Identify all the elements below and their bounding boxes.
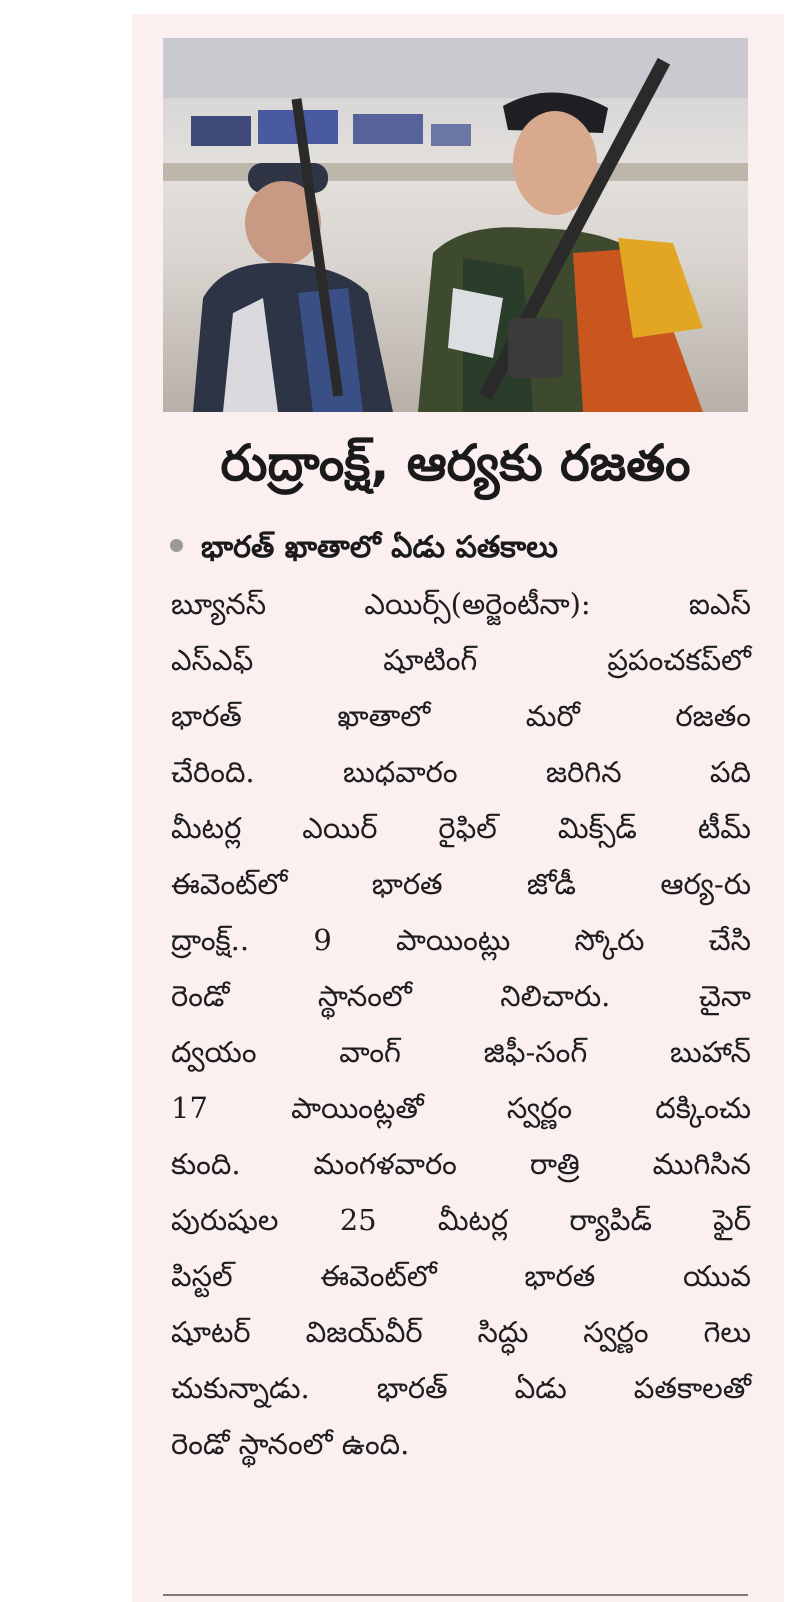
body-line: రెండో స్థానంలో ఉంది. bbox=[171, 1427, 410, 1461]
subheading bbox=[170, 526, 750, 570]
bullet-icon bbox=[170, 539, 183, 552]
headline: రుద్రాంక్ష్, ఆర్యకు రజతం bbox=[220, 434, 691, 492]
body-line: ద్రాంక్ష్.. 9 పాయింట్లు స్కోరు చేసి bbox=[171, 923, 751, 957]
body-line: చేరింది. బుధవారం జరిగిన పది bbox=[171, 755, 751, 789]
body-line: ఎస్ఎఫ్ షూటింగ్ ప్రపంచకప్‌లో bbox=[171, 643, 751, 677]
body-line: భారత్ ఖాతాలో మరో రజతం bbox=[171, 699, 751, 733]
bottom-divider bbox=[163, 1594, 748, 1596]
body-line: రెండో స్థానంలో నిలిచారు. చైనా bbox=[171, 979, 751, 1013]
subheading-text: భారత్ ఖాతాలో ఏడు పతకాలు bbox=[201, 530, 558, 565]
body-line: ద్వయం వాంగ్ జిఫీ-సంగ్ బుహాన్ bbox=[171, 1035, 751, 1069]
body-line: పురుషుల 25 మీటర్ల ర్యాపిడ్ ఫైర్ bbox=[171, 1203, 751, 1237]
body-line: 17 పాయింట్లతో స్వర్ణం దక్కించు bbox=[171, 1091, 751, 1125]
body-line: చుకున్నాడు. భారత్ ఏడు పతకాలతో bbox=[171, 1371, 751, 1405]
article-photo bbox=[163, 38, 748, 412]
body-line: మీటర్ల ఎయిర్ రైఫిల్ మిక్స్‌డ్ టీమ్ bbox=[171, 811, 751, 845]
body-line: పిస్టల్ ఈవెంట్‌లో భారత యువ bbox=[171, 1259, 751, 1293]
body-line: కుంది. మంగళవారం రాత్రి ముగిసిన bbox=[171, 1147, 751, 1181]
body-line: షూటర్ విజయ్‌వీర్ సిద్ధు స్వర్ణం గెలు bbox=[171, 1315, 751, 1349]
body-line: ఈవెంట్‌లో భారత జోడీ ఆర్య-రు bbox=[171, 867, 751, 901]
body-line: బ్యూనస్ ఎయిర్స్(అర్జెంటీనా): ఐఎస్ bbox=[171, 587, 751, 621]
article-body bbox=[171, 576, 751, 1472]
